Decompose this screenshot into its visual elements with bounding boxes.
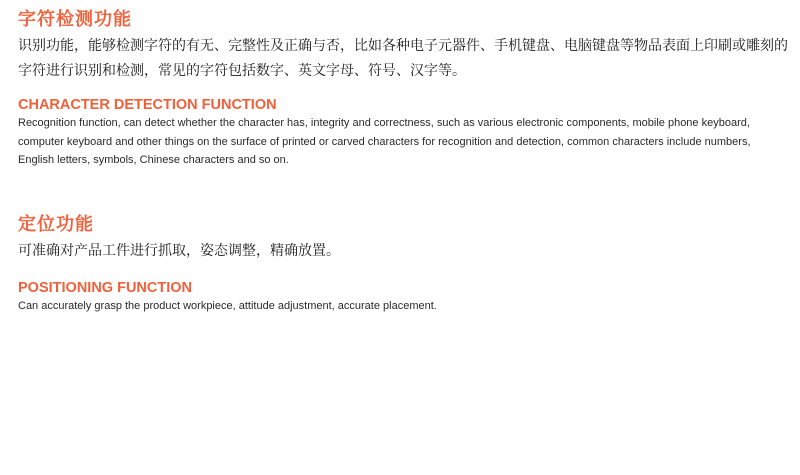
character-detection-cn-body: 识别功能，能够检测字符的有无、完整性及正确与否，比如各种电子元器件、手机键盘、电脑键盘等物品表面上印刷或雕刻的字符进行识别和检测，常见的字符包括数字、英文字母、符号、汉字等。	[18, 38, 788, 79]
positioning-cn-title: 定位功能	[18, 214, 94, 235]
positioning-en-title: POSITIONING FUNCTION	[18, 280, 192, 296]
character-detection-section	[18, 8, 788, 170]
positioning-section	[18, 213, 788, 316]
character-detection-en-body: Recognition function, can detect whether the character has, integrity and correctness, such as various electronic components, mobile phone keyboard, computer keyboard and other things on the surface of printed or carved characters for recognition and detection, common characters include numbers, English letters, symbols, Chinese characters and so on.	[18, 117, 751, 166]
character-detection-en-title: CHARACTER DETECTION FUNCTION	[18, 97, 277, 113]
positioning-cn-body: 可准确对产品工件进行抓取，姿态调整，精确放置。	[18, 243, 340, 259]
positioning-en-body: Can accurately grasp the product workpiece, attitude adjustment, accurate placement.	[18, 300, 437, 312]
character-detection-cn-title: 字符检测功能	[18, 9, 132, 30]
